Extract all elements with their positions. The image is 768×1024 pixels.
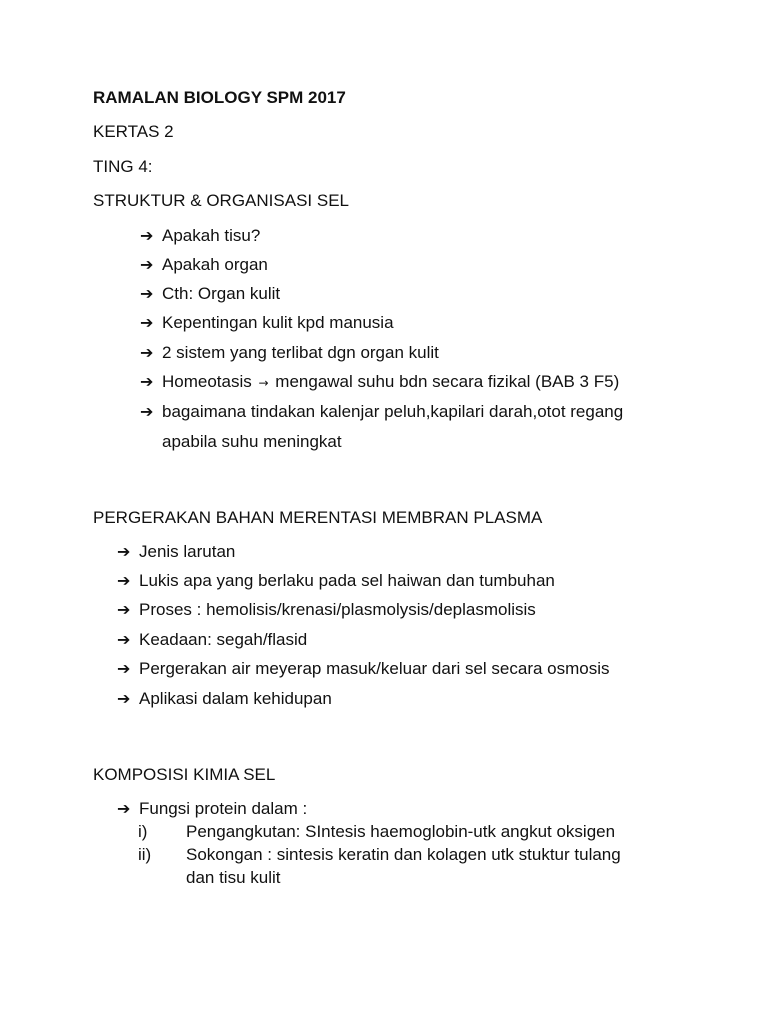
arrow-right-icon: ➔ — [117, 571, 131, 590]
arrow-right-icon: ➔ — [117, 659, 131, 678]
arrow-right-icon: ➔ — [140, 343, 154, 362]
sub-list-item-continuation: dan tisu kulit — [186, 868, 281, 887]
list-item: ➔ Kepentingan kulit kpd manusia — [140, 313, 394, 332]
section2-heading: PERGERAKAN BAHAN MERENTASI MEMBRAN PLASMA — [93, 508, 543, 527]
list-item: ➔ Keadaan: segah/flasid — [117, 630, 308, 649]
section3-heading: KOMPOSISI KIMIA SEL — [93, 765, 276, 784]
arrow-right-icon: ➔ — [117, 689, 131, 708]
list-item: ➔ bagaimana tindakan kalenjar peluh,kapilari darah,otot regang — [140, 402, 624, 421]
list-item: ➔ Pergerakan air meyerap masuk/keluar dari sel secara osmosis — [117, 659, 610, 678]
arrow-right-icon: ➔ — [117, 600, 131, 619]
list-item: ➔ Fungsi protein dalam : — [117, 799, 308, 818]
arrow-right-icon: ➔ — [140, 284, 154, 303]
small-arrow-right-icon: → — [258, 376, 269, 390]
document-title: RAMALAN BIOLOGY SPM 2017 — [93, 88, 346, 107]
arrow-right-icon: ➔ — [140, 402, 154, 421]
list-item-homeostasis: ➔ Homeotasis → mengawal suhu bdn secara fizikal (BAB 3 F5) — [140, 372, 620, 391]
list-item: ➔ 2 sistem yang terlibat dgn organ kulit — [140, 343, 439, 362]
arrow-right-icon: ➔ — [140, 226, 154, 245]
list-item: ➔ Cth: Organ kulit — [140, 284, 281, 303]
section1-heading: STRUKTUR & ORGANISASI SEL — [93, 191, 349, 210]
list-item: ➔ Lukis apa yang berlaku pada sel haiwan dan tumbuhan — [117, 571, 555, 590]
arrow-right-icon: ➔ — [140, 313, 154, 332]
arrow-right-icon: ➔ — [117, 630, 131, 649]
arrow-right-icon: ➔ — [140, 372, 154, 391]
arrow-right-icon: ➔ — [117, 542, 131, 561]
paper-label: KERTAS 2 — [93, 122, 174, 141]
list-item-continuation: apabila suhu meningkat — [162, 432, 342, 451]
list-item: ➔ Jenis larutan — [117, 542, 236, 561]
list-item: ➔ Apakah organ — [140, 255, 268, 274]
sub-list-item: i) Pengangkutan: SIntesis haemoglobin-utk angkut oksigen — [138, 822, 616, 841]
sub-list-item: ii) Sokongan : sintesis keratin dan kolagen utk stuktur tulang — [138, 845, 621, 864]
form-label: TING 4: — [93, 157, 153, 176]
list-item: ➔ Apakah tisu? — [140, 226, 261, 245]
arrow-right-icon: ➔ — [117, 799, 131, 818]
list-item: ➔ Proses : hemolisis/krenasi/plasmolysis/deplasmolisis — [117, 600, 536, 619]
arrow-right-icon: ➔ — [140, 255, 154, 274]
list-item: ➔ Aplikasi dalam kehidupan — [117, 689, 332, 708]
